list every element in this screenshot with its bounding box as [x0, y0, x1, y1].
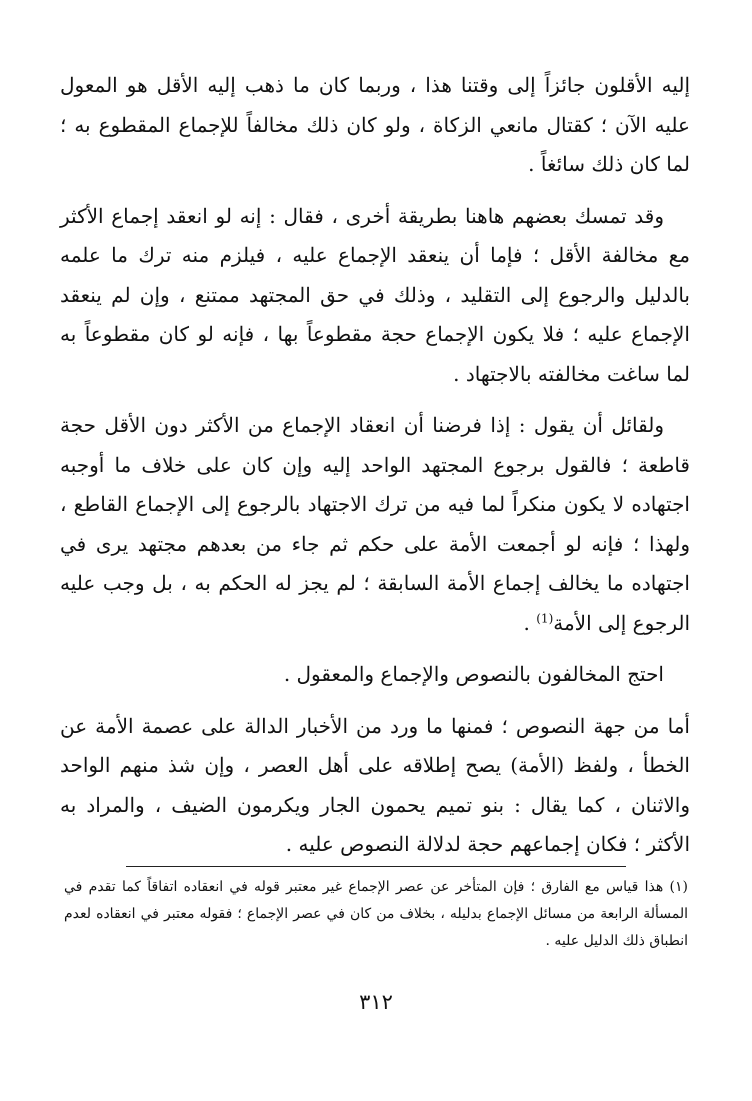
footnote: (١) هذا قياس مع الفارق ؛ فإن المتأخر عن عصر الإجماع غير معتبر قوله في انعقاده اتفاقاً كما تقدم في المسألة الرابعة من مسائل الإجماع بدليله ، بخلاف من كان في عصر الإجماع ؛ فقوله معتبر في انعقاده لعدم انطباق ذلك الدليل عليه .: [64, 879, 688, 949]
paragraph-3: [60, 406, 690, 643]
paragraph-2: وقد تمسك بعضهم هاهنا بطريقة أخرى ، فقال : إنه لو انعقد إجماع الأكثر مع مخالفة الأقل ؛ فإما أن ينعقد الإجماع عليه ، فيلزم منه ترك ما علمه بالدليل والرجوع إلى التقليد ، وذلك في حق المجتهد ممتنع ، وإن لم ينعقد الإجماع عليه ؛ فلا يكون الإجماع حجة مقطوعاً بها ، فإنه لو كان مقطوعاً به لما ساغت مخالفته بالاجتهاد .: [60, 203, 690, 386]
footnote-reference[interactable]: (1): [536, 610, 554, 625]
page-number: ٣١٢: [359, 990, 393, 1014]
footnote-separator: [126, 866, 626, 867]
paragraph-1: إليه الأقلون جائزاً إلى وقتنا هذا ، وربما كان ما ذهب إليه الأقل هو المعول عليه الآن ؛ كقتال مانعي الزكاة ، ولو كان ذلك مخالفاً للإجماع المقطوع به ؛ لما كان ذلك سائغاً .: [60, 73, 690, 176]
paragraph-4: احتج المخالفون بالنصوص والإجماع والمعقول .: [283, 662, 664, 686]
paragraph-5: أما من جهة النصوص ؛ فمنها ما ورد من الأخبار الدالة على عصمة الأمة عن الخطأ ، ولفظ (الأمة) يصح إطلاقه على أهل العصر ، وإن شذ منهم الواحد والاثنان ، كما يقال : بنو تميم يحمون الجار ويكرمون الضيف ، والمراد به الأكثر ؛ فكان إجماعهم حجة لدلالة النصوص عليه .: [60, 713, 690, 856]
main-text: [60, 66, 690, 877]
paragraph-3-end: .: [523, 610, 537, 635]
paragraph-3-text: ولقائل أن يقول : إذا فرضنا أن انعقاد الإجماع من الأكثر دون الأقل حجة قاطعة ؛ فالقول برجوع المجتهد الواحد إليه وإن كان على خلاف ما أوجبه اجتهاده لا يكون منكراً لما فيه من ترك الاجتهاد بالرجوع إلى الإجماع القاطع ، ولهذا ؛ فإنه لو أجمعت الأمة على حكم ثم جاء من بعدهم مجتهد يرى في اجتهاده ما يخالف إجماع الأمة السابقة ؛ لم يجز له الحكم به ، بل وجب عليه الرجوع إلى الأمة: [60, 413, 690, 635]
